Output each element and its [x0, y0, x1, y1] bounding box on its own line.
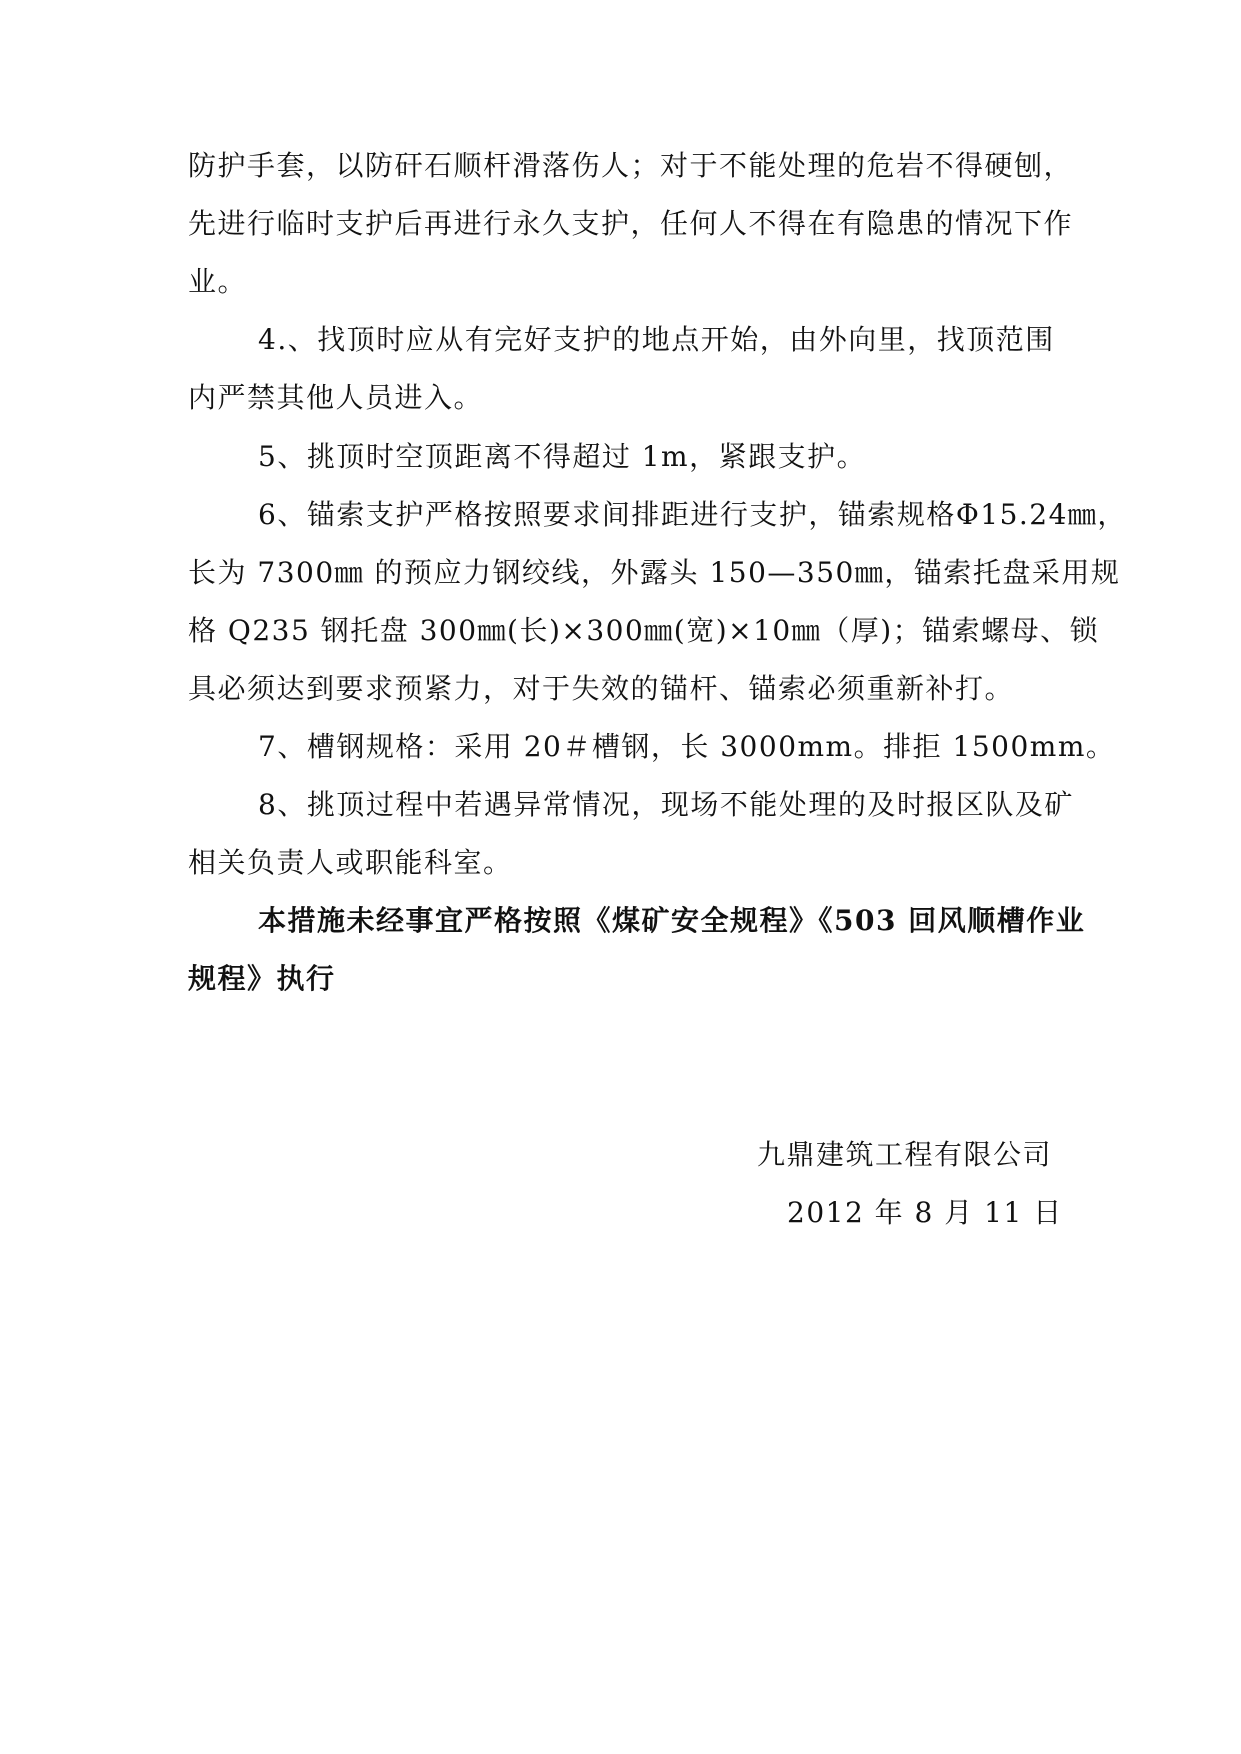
closing-statement-line: 规程》执行 — [188, 962, 336, 995]
paragraph-line: 4.、找顶时应从有完好支护的地点开始，由外向里，找顶范围 — [258, 323, 1055, 356]
paragraph-line: 5、挑顶时空顶距离不得超过 1m，紧跟支护。 — [258, 440, 867, 473]
paragraph-line: 业。 — [188, 265, 248, 298]
company-name: 九鼎建筑工程有限公司 — [757, 1138, 1053, 1171]
signature-date: 2012 年 8 月 11 日 — [787, 1196, 1063, 1229]
paragraph-line: 具必须达到要求预紧力，对于失效的锚杆、锚索必须重新补打。 — [188, 672, 1015, 705]
closing-statement-line: 本措施未经事宜严格按照《煤矿安全规程》《503 回风顺槽作业 — [258, 904, 1086, 937]
paragraph-line: 内严禁其他人员进入。 — [188, 381, 484, 414]
paragraph-line: 8、挑顶过程中若遇异常情况，现场不能处理的及时报区队及矿 — [258, 788, 1074, 821]
paragraph-line: 防护手套，以防矸石顺杆滑落伤人；对于不能处理的危岩不得硬刨， — [188, 149, 1074, 182]
paragraph-line: 长为 7300㎜ 的预应力钢绞线，外露头 150—350㎜，锚索托盘采用规 — [188, 556, 1121, 589]
paragraph-line: 先进行临时支护后再进行永久支护，任何人不得在有隐患的情况下作 — [188, 207, 1074, 240]
paragraph-line: 7、槽钢规格：采用 20＃槽钢，长 3000mm。排拒 1500mm。 — [258, 730, 1116, 763]
paragraph-line: 相关负责人或职能科室。 — [188, 846, 513, 879]
paragraph-line: 6、锚索支护严格按照要求间排距进行支护，锚索规格Φ15.24㎜， — [258, 498, 1127, 531]
paragraph-line: 格 Q235 钢托盘 300㎜(长)×300㎜(宽)×10㎜（厚)；锚索螺母、锁 — [188, 614, 1100, 647]
